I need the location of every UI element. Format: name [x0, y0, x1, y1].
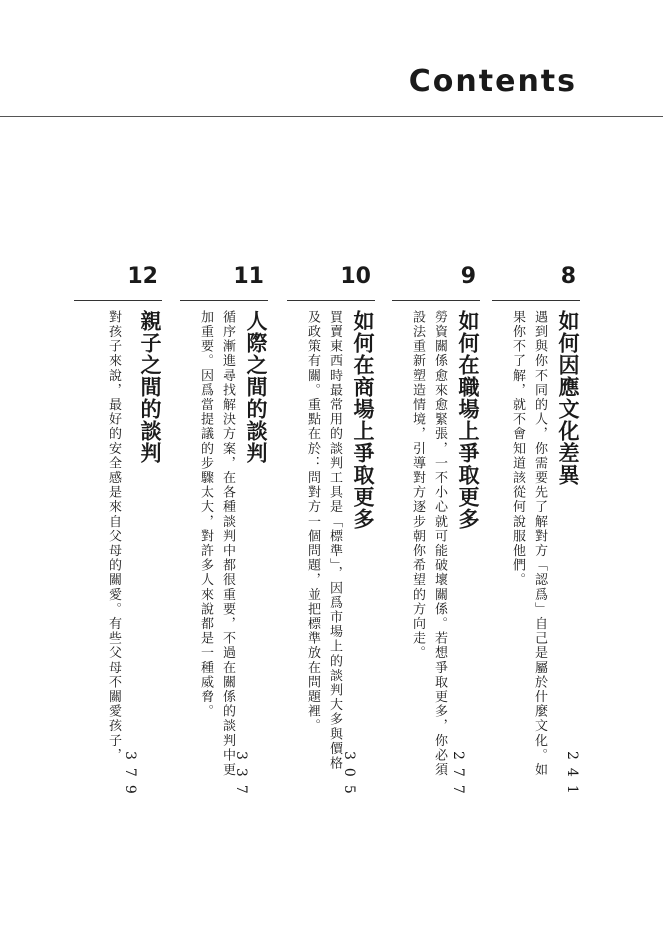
chapter-page-number: 241 — [564, 751, 580, 802]
chapter-title: 人際之間的談判 — [244, 310, 269, 464]
chapter-8[interactable] — [490, 264, 580, 824]
chapter-description: 買賣東西時最常用的談判工具是「標準」，因爲市場上的談判大多與價格及政策有關。重點在於：問對方一個問題，並把標準放在問題裡。 — [305, 310, 342, 771]
header-divider — [0, 116, 663, 117]
contents-heading: Contents — [408, 64, 577, 99]
chapter-divider — [74, 300, 162, 301]
chapter-divider — [287, 300, 375, 301]
chapter-divider — [392, 300, 480, 301]
chapter-10[interactable] — [285, 264, 375, 824]
chapter-title: 如何因應文化差異 — [556, 310, 581, 486]
chapter-12[interactable] — [72, 264, 162, 824]
chapter-page-number: 305 — [341, 751, 357, 802]
chapter-description: 對孩子來說，最好的安全感是來自父母的關愛。有些父母不關愛孩子， — [106, 310, 121, 763]
chapter-description: 遇到與你不同的人，你需要先了解對方「認爲」自己是屬於什麼文化。如果你不了解，就不會知道該從何說服他們。 — [510, 310, 547, 778]
chapter-divider — [180, 300, 268, 301]
chapter-page-number: 379 — [122, 751, 138, 802]
chapter-page-number: 277 — [450, 751, 466, 802]
chapter-number: 8 — [560, 264, 576, 289]
chapter-page-number: 337 — [233, 751, 249, 802]
chapter-description: 勞資關係愈來愈緊張，一不小心就可能破壞關係。若想爭取更多，你必須設法重新塑造情境，引導對方逐步朝你希望的方向走。 — [410, 310, 447, 778]
chapter-11[interactable] — [178, 264, 268, 824]
chapter-title: 如何在商場上爭取更多 — [351, 310, 376, 530]
chapter-number: 9 — [460, 264, 476, 289]
chapter-9[interactable] — [390, 264, 480, 824]
chapter-description: 循序漸進尋找解決方案，在各種談判中都很重要，不過在關係的談判中更加重要。因爲當提議的步驟太大，對許多人來說都是一種威脅。 — [198, 310, 235, 778]
chapter-title: 如何在職場上爭取更多 — [456, 310, 481, 530]
chapter-divider — [492, 300, 580, 301]
chapter-number: 10 — [340, 264, 371, 289]
chapter-title: 親子之間的談判 — [138, 310, 163, 464]
chapter-number: 11 — [233, 264, 264, 289]
chapter-number: 12 — [127, 264, 158, 289]
